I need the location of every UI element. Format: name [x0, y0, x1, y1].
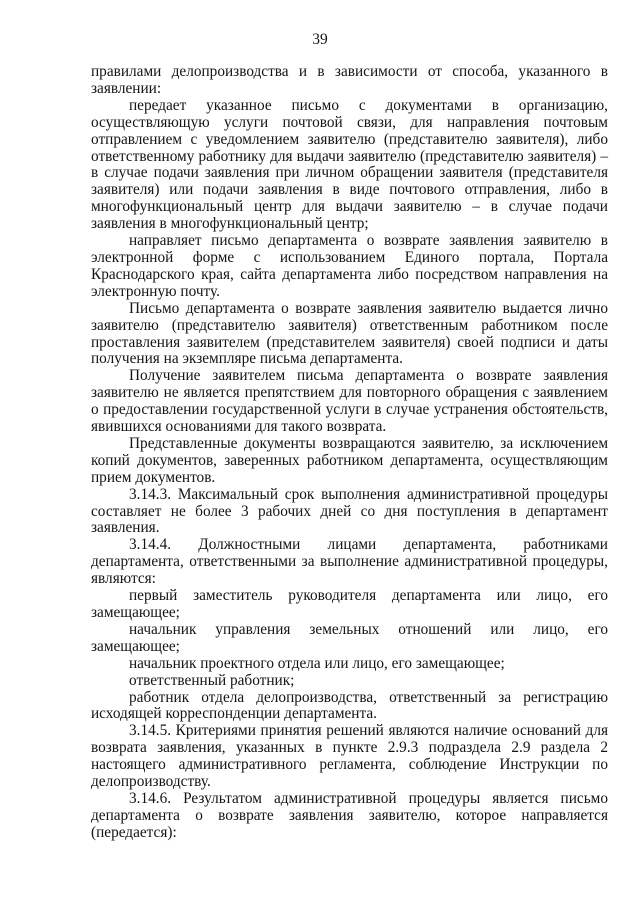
- paragraph-repeat-application: Получение заявителем письма департамента о возврате заявления заявителю не является препятствием для повторного обращения с заявлением о предоставлении государственной услуги в случае устранения обстоятельств, явившихся основаниями для такого возврата.: [91, 367, 608, 436]
- paragraph-3-14-6: 3.14.6. Результатом административной процедуры является письмо департамента о возврате заявления заявителю, которое направляется (передается):: [91, 789, 608, 841]
- paragraph-3-14-3: 3.14.3. Максимальный срок выполнения административной процедуры составляет не более 3 рабочих дней со дня поступления в департамент заявления.: [91, 485, 608, 537]
- list-item-responsible-employee: ответственный работник;: [129, 671, 295, 689]
- paragraph-3-14-4: 3.14.4. Должностными лицами департамента, работниками департамента, ответственными за выполнение административной процедуры, являются:: [91, 536, 608, 588]
- list-item-records-employee: работник отдела делопроизводства, ответственный за регистрацию исходящей корреспонденции департамента.: [91, 688, 608, 723]
- list-item-project-department-head: начальник проектного отдела или лицо, его замещающее;: [129, 654, 505, 672]
- paragraph-postal-delivery: передает указанное письмо с документами в организацию, осуществляющую услуги почтовой связи, для направления почтовым отправлением с уведомлением заявителю (представителю заявителя), либо ответственному работнику для выдачи заявителю (представителю заявителя) – в случае подачи заявления при личном обращении заявителя (представителя заявителя) или подачи заявления в виде почтового отправления, либо в многофункциональный центр для выдачи заявителю – в случае подачи заявления в многофункциональный центр;: [91, 96, 608, 233]
- paragraph-personal-issue: Письмо департамента о возврате заявления заявителю выдается лично заявителю (представителю заявителя) ответственным работником после проставления заявителем (представителем заявителя) своей подписи и даты получения на экземпляре письма департамента.: [91, 299, 608, 368]
- document-body: [91, 64, 608, 842]
- paragraph-documents-returned: Представленные документы возвращаются заявителю, за исключением копий документов, заверенных работником департамента, осуществляющим прием документов.: [91, 434, 608, 486]
- list-item-land-relations-head: начальник управления земельных отношений или лицо, его замещающее;: [91, 620, 608, 655]
- paragraph-electronic-delivery: направляет письмо департамента о возврате заявления заявителю в электронной форме с использованием Единого портала, Портала Краснодарского края, сайта департамента либо посредством направления на электронную почту.: [91, 232, 608, 300]
- paragraph-3-14-5: 3.14.5. Критериями принятия решений являются наличие оснований для возврата заявления, указанных в пункте 2.9.3 подраздела 2.9 раздела 2 настоящего административного регламента, соблюдение Инструкции по делопроизводству.: [91, 722, 608, 791]
- list-item-first-deputy: первый заместитель руководителя департамента или лицо, его замещающее;: [91, 587, 608, 621]
- paragraph-continuation: правилами делопроизводства и в зависимости от способа, указанного в заявлении:: [91, 63, 608, 97]
- page-number: 39: [312, 31, 328, 48]
